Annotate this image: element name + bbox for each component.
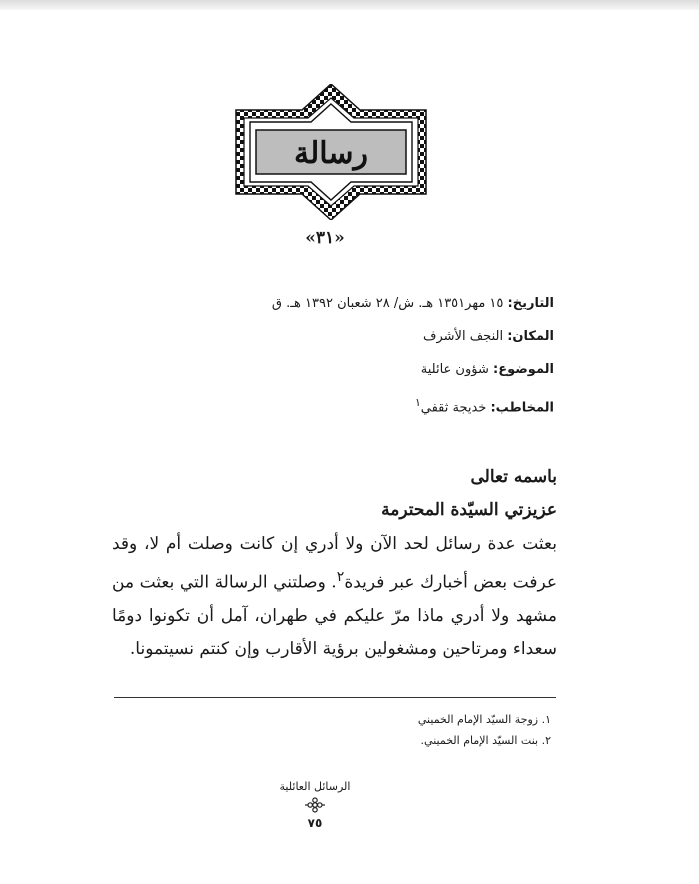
subject-label: الموضوع: xyxy=(493,362,554,377)
letter-paragraph xyxy=(112,528,557,666)
floral-ornament-icon xyxy=(304,797,326,813)
place-label: المكان: xyxy=(507,329,554,344)
footnote-1: ١. زوجة السيّد الإمام الخميني xyxy=(417,713,551,726)
meta-addressee xyxy=(134,391,554,424)
greeting: عزيزتي السيّدة المحترمة xyxy=(381,500,557,520)
place-value: النجف الأشرف xyxy=(423,329,508,344)
paragraph-part-1: بعثت عدة رسائل لحد الآن ولا أدري إن كانت وصلت أم لا، وقد عرفت بعض أخبارك عبر فريدة xyxy=(112,534,557,593)
addressee-footnote-ref: ١ xyxy=(414,396,421,409)
letter-title: رسالة xyxy=(294,136,368,171)
page-top-band xyxy=(0,0,699,10)
paragraph-part-2: . وصلتني الرسالة التي بعثت من مشهد ولا أدري ماذا مرّ عليكم في طهران، آمل أن تكونوا دومًا سعداء ومرتاحين ومشغولين برؤية الأقارب وإن كنتم نسيتمونا. xyxy=(112,572,557,659)
subject-value: شؤون عائلية xyxy=(420,362,493,377)
letter-title-emblem xyxy=(232,84,430,220)
letter-body xyxy=(112,462,557,666)
date-value: ١٥ مهر١٣٥١ هـ. ش/ ٢٨ شعبان ١٣٩٢ هـ. ق xyxy=(271,296,508,311)
meta-date xyxy=(134,292,554,325)
page-number: ٧٥ xyxy=(307,816,323,830)
footnote-divider xyxy=(114,697,556,698)
addressee-label: المخاطب: xyxy=(490,400,554,416)
paragraph-footnote-ref: ٢ xyxy=(336,569,345,585)
addressee-value: خديجة ثقفي xyxy=(420,400,491,416)
date-label: التاريخ: xyxy=(507,296,554,311)
invocation: باسمه تعالى xyxy=(470,467,557,487)
footnotes xyxy=(200,709,551,751)
meta-subject xyxy=(134,358,554,391)
letter-number: «٣١» xyxy=(305,228,345,248)
page-footer xyxy=(250,778,380,833)
running-title: الرسائل العائلية xyxy=(279,780,351,793)
letter-metadata xyxy=(134,292,554,424)
footnote-2: ٢. بنت السيّد الإمام الخميني. xyxy=(420,734,551,747)
meta-place xyxy=(134,325,554,358)
